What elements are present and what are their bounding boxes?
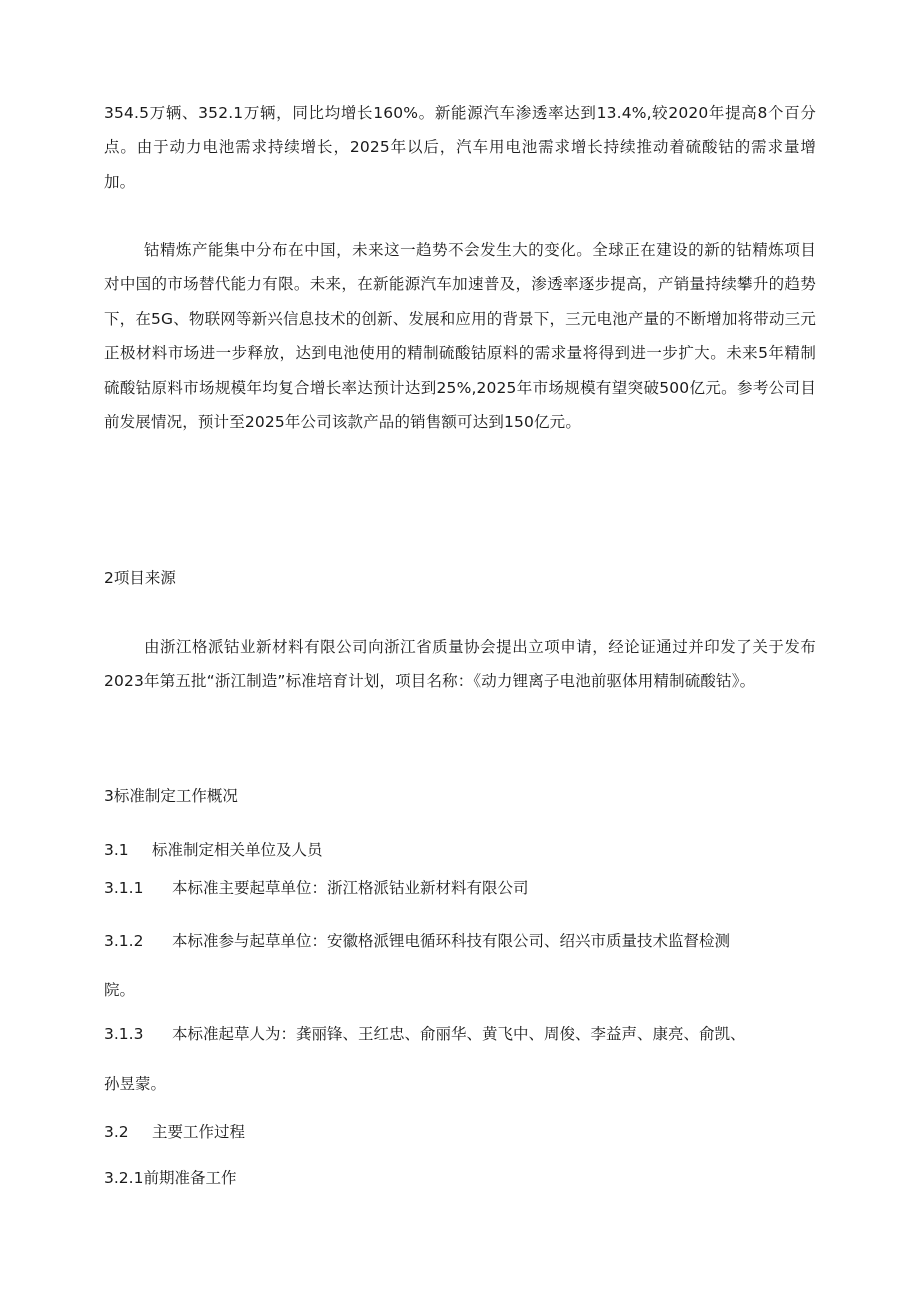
section-number: 3.1.3 — [104, 1025, 144, 1043]
section-text: 本标准主要起草单位：浙江格派钴业新材料有限公司 — [172, 879, 529, 897]
section-3-1-2-item — [104, 929, 730, 953]
paragraph-market-growth: 354.5万辆、352.1万辆，同比均增长160%。新能源汽车渗透率达到13.4%,较2020年提高8个百分点。由于动力电池需求持续增长，2025年以后，汽车用电池需求增长持续推动着硫酸钴的需求量增加。 — [104, 104, 816, 191]
section-title: 标准制定相关单位及人员 — [152, 841, 323, 859]
section-3-1-2-continuation: 院。 — [104, 981, 136, 999]
section-number: 3.1 — [104, 841, 129, 859]
section-number: 3.2 — [104, 1123, 129, 1141]
section-text: 本标准起草人为：龚丽锋、王红忠、俞丽华、黄飞中、周俊、李益声、康亮、俞凯、 — [172, 1025, 746, 1043]
section-3-1-heading — [104, 838, 323, 862]
section-3-1-3-continuation: 孙昱蒙。 — [104, 1075, 167, 1093]
section-3-1-1-item — [104, 876, 529, 900]
section-number: 3.1.2 — [104, 932, 144, 950]
section-text: 本标准参与起草单位：安徽格派锂电循环科技有限公司、绍兴市质量技术监督检测 — [172, 932, 731, 950]
section-3-2-heading — [104, 1120, 245, 1144]
section-title: 主要工作过程 — [152, 1123, 246, 1141]
section-3-2-1-heading: 3.2.1前期准备工作 — [104, 1169, 237, 1187]
section-number: 3.1.1 — [104, 879, 144, 897]
section-2-heading: 2项目来源 — [104, 569, 176, 587]
paragraph-project-source: 由浙江格派钴业新材料有限公司向浙江省质量协会提出立项申请，经论证通过并印发了关于发布2023年第五批“浙江制造”标准培育计划，项目名称：《动力锂离子电池前驱体用精制硫酸钴》。 — [104, 638, 816, 691]
section-3-heading: 3标准制定工作概况 — [104, 787, 238, 805]
section-3-1-3-item — [104, 1022, 746, 1046]
paragraph-cobalt-refining: 钴精炼产能集中分布在中国，未来这一趋势不会发生大的变化。全球正在建设的新的钴精炼项目对中国的市场替代能力有限。未来，在新能源汽车加速普及，渗透率逐步提高，产销量持续攀升的趋势下，在5G、物联网等新兴信息技术的创新、发展和应用的背景下，三元电池产量的不断增加将带动三元正极材料市场进一步释放，达到电池使用的精制硫酸钴原料的需求量将得到进一步扩大。未来5年精制硫酸钴原料市场规模年均复合增长率达预计达到25%,2025年市场规模有望突破500亿元。参考公司目前发展情况，预计至2025年公司该款产品的销售额可达到150亿元。 — [104, 241, 816, 432]
